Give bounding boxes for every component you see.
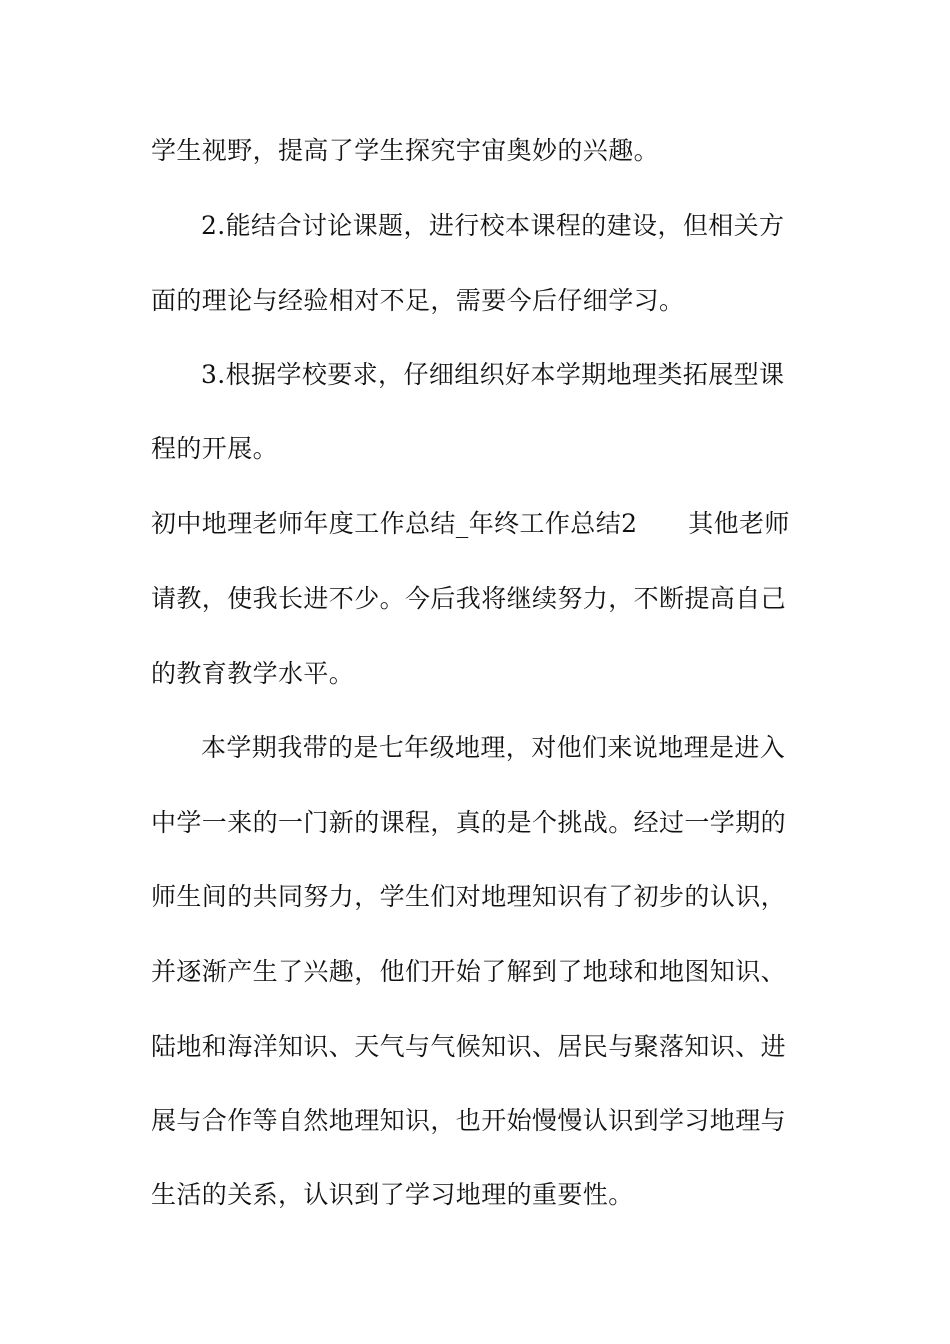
text-line: 展与合作等自然地理知识，也开始慢慢认识到学习地理与 (151, 1106, 787, 1135)
text-line: 3.根据学校要求，仔细组织好本学期地理类拓展型课 (201, 360, 785, 389)
section-heading-line: 初中地理老师年度工作总结_年终工作总结2 其他老师 (151, 509, 790, 538)
text-line: 2.能结合讨论课题，进行校本课程的建设，但相关方 (201, 211, 785, 240)
text-line: 面的理论与经验相对不足，需要今后仔细学习。 (151, 286, 685, 315)
text-line: 学生视野，提高了学生探究宇宙奥妙的兴趣。 (151, 136, 660, 165)
text-line: 请教，使我长进不少。今后我将继续努力，不断提高自己 (151, 584, 787, 613)
text-line: 生活的关系，认识到了学习地理的重要性。 (151, 1180, 634, 1209)
text-line: 并逐渐产生了兴趣，他们开始了解到了地球和地图知识、 (151, 957, 787, 986)
text-line: 本学期我带的是七年级地理，对他们来说地理是进入 (201, 733, 786, 762)
text-line: 陆地和海洋知识、天气与气候知识、居民与聚落知识、进 (151, 1032, 787, 1061)
text-line: 师生间的共同努力，学生们对地理知识有了初步的认识， (151, 882, 787, 911)
text-line: 的教育教学水平。 (151, 659, 355, 688)
text-line: 中学一来的一门新的课程，真的是个挑战。经过一学期的 (151, 808, 787, 837)
text-line: 程的开展。 (151, 434, 279, 463)
